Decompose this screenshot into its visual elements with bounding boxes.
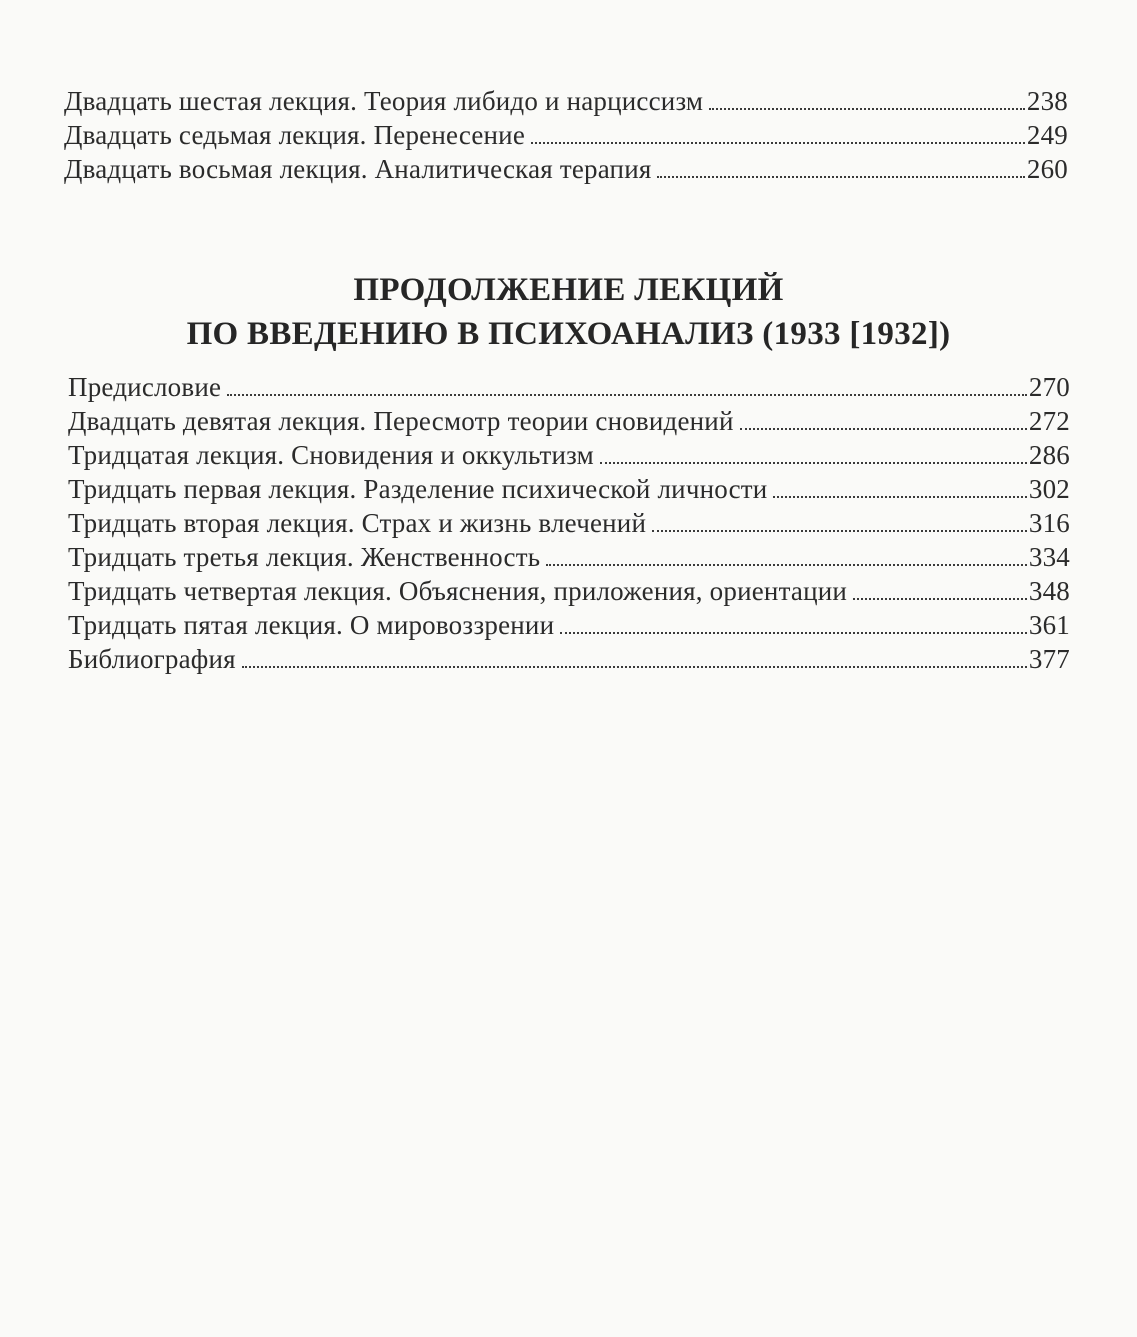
toc-list-bottom	[68, 370, 1070, 676]
toc-entry-title: Тридцать вторая лекция. Страх и жизнь влечений	[68, 508, 647, 538]
toc-entry	[64, 152, 1068, 186]
toc-dot-leader	[652, 530, 1027, 532]
toc-entry	[68, 642, 1070, 676]
toc-entry-title: Тридцать пятая лекция. О мировоззрении	[68, 610, 555, 640]
toc-entry-title: Тридцатая лекция. Сновидения и оккультизм	[68, 440, 594, 470]
toc-dot-leader	[531, 142, 1025, 144]
toc-dot-leader	[560, 632, 1027, 634]
toc-entry	[64, 118, 1068, 152]
toc-dot-leader	[740, 428, 1027, 430]
toc-entry-title: Двадцать седьмая лекция. Перенесение	[64, 120, 526, 150]
toc-dot-leader	[773, 496, 1026, 498]
toc-dot-leader	[853, 598, 1027, 600]
toc-entry-page: 272	[1028, 406, 1070, 436]
toc-entry-page: 249	[1026, 120, 1068, 150]
toc-entry-page: 361	[1028, 610, 1070, 640]
toc-entry-title: Двадцать девятая лекция. Пересмотр теории сновидений	[68, 406, 734, 436]
toc-entry-title: Двадцать шестая лекция. Теория либидо и нарциссизм	[64, 86, 704, 116]
toc-entry-page: 377	[1028, 644, 1070, 674]
toc-entry-title: Предисловие	[68, 372, 222, 402]
toc-entry-title: Библиография	[68, 644, 236, 674]
section-heading-line-2: ПО ВВЕДЕНИЮ В ПСИХОАНАЛИЗ (1933 [1932])	[186, 316, 951, 352]
toc-entry	[68, 540, 1070, 574]
toc-entry	[68, 438, 1070, 472]
toc-entry	[68, 404, 1070, 438]
toc-entry	[68, 472, 1070, 506]
toc-dot-leader	[546, 564, 1027, 566]
toc-entry-page: 260	[1026, 154, 1068, 184]
toc-entry-page: 302	[1028, 474, 1070, 504]
section-heading-line-1: ПРОДОЛЖЕНИЕ ЛЕКЦИЙ	[353, 272, 784, 308]
toc-entry-page: 316	[1028, 508, 1070, 538]
toc-entry-page: 334	[1028, 542, 1070, 572]
toc-entry-title: Тридцать третья лекция. Женственность	[68, 542, 541, 572]
toc-dot-leader	[657, 176, 1024, 178]
toc-entry	[64, 84, 1068, 118]
toc-dot-leader	[600, 462, 1027, 464]
toc-entry	[68, 370, 1070, 404]
toc-entry-title: Тридцать четвертая лекция. Объяснения, приложения, ориентации	[68, 576, 848, 606]
toc-entry	[68, 574, 1070, 608]
toc-entry-title: Тридцать первая лекция. Разделение психической личности	[68, 474, 768, 504]
section-heading	[0, 268, 1137, 356]
toc-entry	[68, 506, 1070, 540]
toc-list-top	[64, 84, 1068, 186]
toc-dot-leader	[227, 394, 1027, 396]
toc-entry-page: 348	[1028, 576, 1070, 606]
toc-dot-leader	[709, 108, 1025, 110]
toc-entry-page: 286	[1028, 440, 1070, 470]
toc-dot-leader	[242, 666, 1027, 668]
toc-entry-page: 270	[1028, 372, 1070, 402]
toc-entry	[68, 608, 1070, 642]
toc-entry-page: 238	[1026, 86, 1068, 116]
toc-entry-title: Двадцать восьмая лекция. Аналитическая терапия	[64, 154, 652, 184]
